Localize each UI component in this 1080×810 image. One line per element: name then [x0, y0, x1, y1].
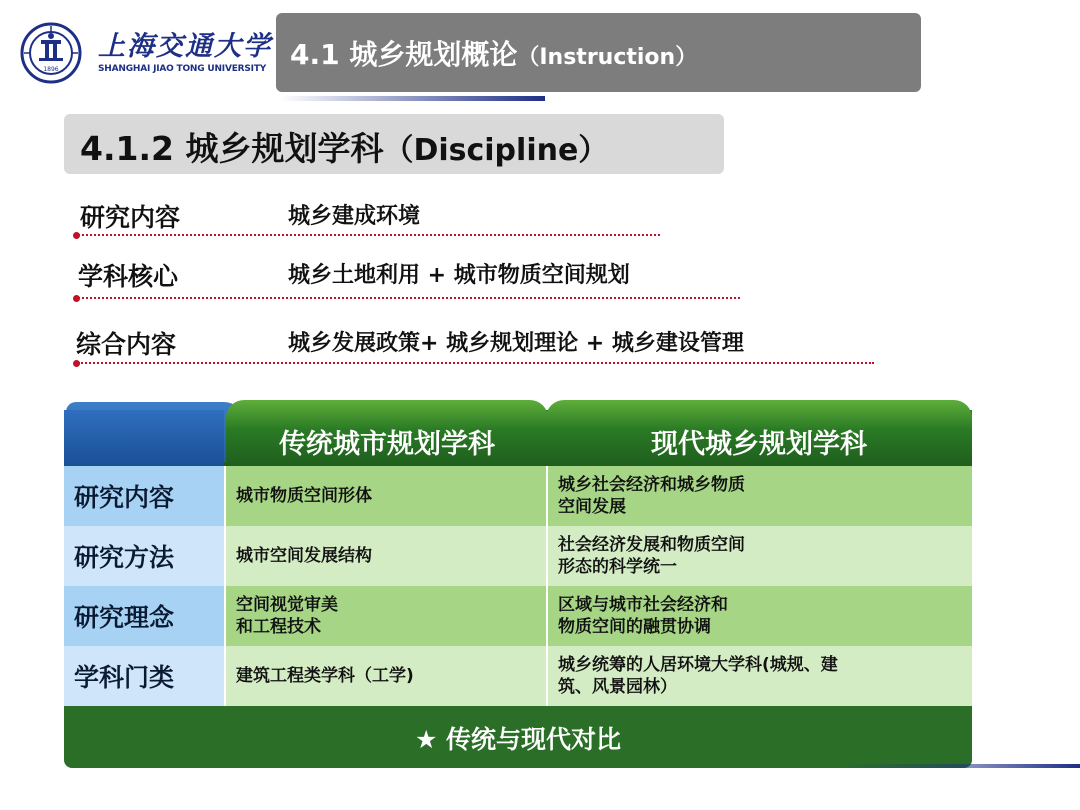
dotted-divider	[78, 234, 660, 236]
traditional-cell	[226, 586, 546, 646]
cell-line: 城乡统筹的人居环境大学科(城规、建	[558, 655, 838, 675]
cell-line: 筑、风景园林）	[558, 677, 677, 697]
header-traditional-label: 传统城市规划学科	[279, 429, 495, 460]
section-title	[80, 123, 608, 170]
dotted-divider	[78, 362, 874, 364]
modern-cell	[548, 466, 972, 526]
table-row	[64, 466, 972, 526]
university-logo	[20, 20, 272, 82]
svg-text:1896: 1896	[43, 66, 59, 73]
modern-cell	[548, 526, 972, 586]
chapter-title-en: （Instruction）	[517, 45, 698, 70]
table-footer-caption: ★ 传统与现代对比	[414, 725, 622, 754]
cell-line: 空间视觉审美	[236, 595, 338, 615]
dotted-divider	[78, 297, 740, 299]
chapter-underline	[280, 96, 545, 101]
row-label: 学科门类	[64, 646, 224, 706]
cell-line: 空间发展	[558, 497, 626, 517]
comparison-table	[64, 400, 972, 768]
modern-cell	[548, 586, 972, 646]
cell-line: 形态的科学统一	[558, 557, 677, 577]
row-label: 研究理念	[64, 586, 224, 646]
chapter-title-box	[276, 13, 921, 92]
definition-term: 综合内容	[76, 330, 177, 359]
table-header-blank	[64, 410, 224, 466]
cell-line: 城市物质空间形体	[236, 486, 372, 506]
bottom-accent-line	[840, 764, 1080, 768]
modern-cell	[548, 646, 972, 706]
header-modern-label: 现代城乡规划学科	[651, 429, 867, 460]
definition-term: 研究内容	[80, 203, 181, 232]
table-header-modern	[546, 400, 972, 466]
traditional-cell	[226, 646, 546, 706]
definition-term: 学科核心	[78, 262, 179, 291]
row-label: 研究内容	[64, 466, 224, 526]
cell-line: 社会经济发展和物质空间	[558, 535, 745, 555]
section-title-cn: 4.1.2 城乡规划学科	[80, 129, 384, 168]
university-seal-icon	[20, 22, 82, 84]
university-name-cn: 上海交通大学	[98, 31, 272, 62]
cell-line: 物质空间的融贯协调	[558, 617, 711, 637]
definition-desc: 城乡土地利用 + 城市物质空间规划	[288, 263, 630, 288]
row-label: 研究方法	[64, 526, 224, 586]
university-name-en: SHANGHAI JIAO TONG UNIVERSITY	[98, 64, 267, 74]
definition-desc: 城乡建成环境	[288, 204, 421, 229]
cell-line: 区域与城市社会经济和	[558, 595, 728, 615]
definition-desc: 城乡发展政策+ 城乡规划理论 + 城乡建设管理	[288, 331, 744, 356]
cell-line: 城乡社会经济和城乡物质	[558, 475, 745, 495]
section-title-en: （Discipline）	[383, 133, 609, 168]
cell-line: 建筑工程类学科（工学)	[236, 666, 414, 686]
table-row	[64, 586, 972, 646]
table-footer	[64, 706, 972, 768]
table-row	[64, 646, 972, 706]
traditional-cell	[226, 466, 546, 526]
traditional-cell	[226, 526, 546, 586]
chapter-title	[290, 33, 697, 73]
table-row	[64, 526, 972, 586]
table-header-traditional	[226, 400, 548, 466]
chapter-title-cn: 4.1 城乡规划概论	[290, 38, 518, 71]
cell-line: 城市空间发展结构	[236, 546, 372, 566]
cell-line: 和工程技术	[236, 617, 321, 637]
section-title-box	[64, 114, 724, 174]
